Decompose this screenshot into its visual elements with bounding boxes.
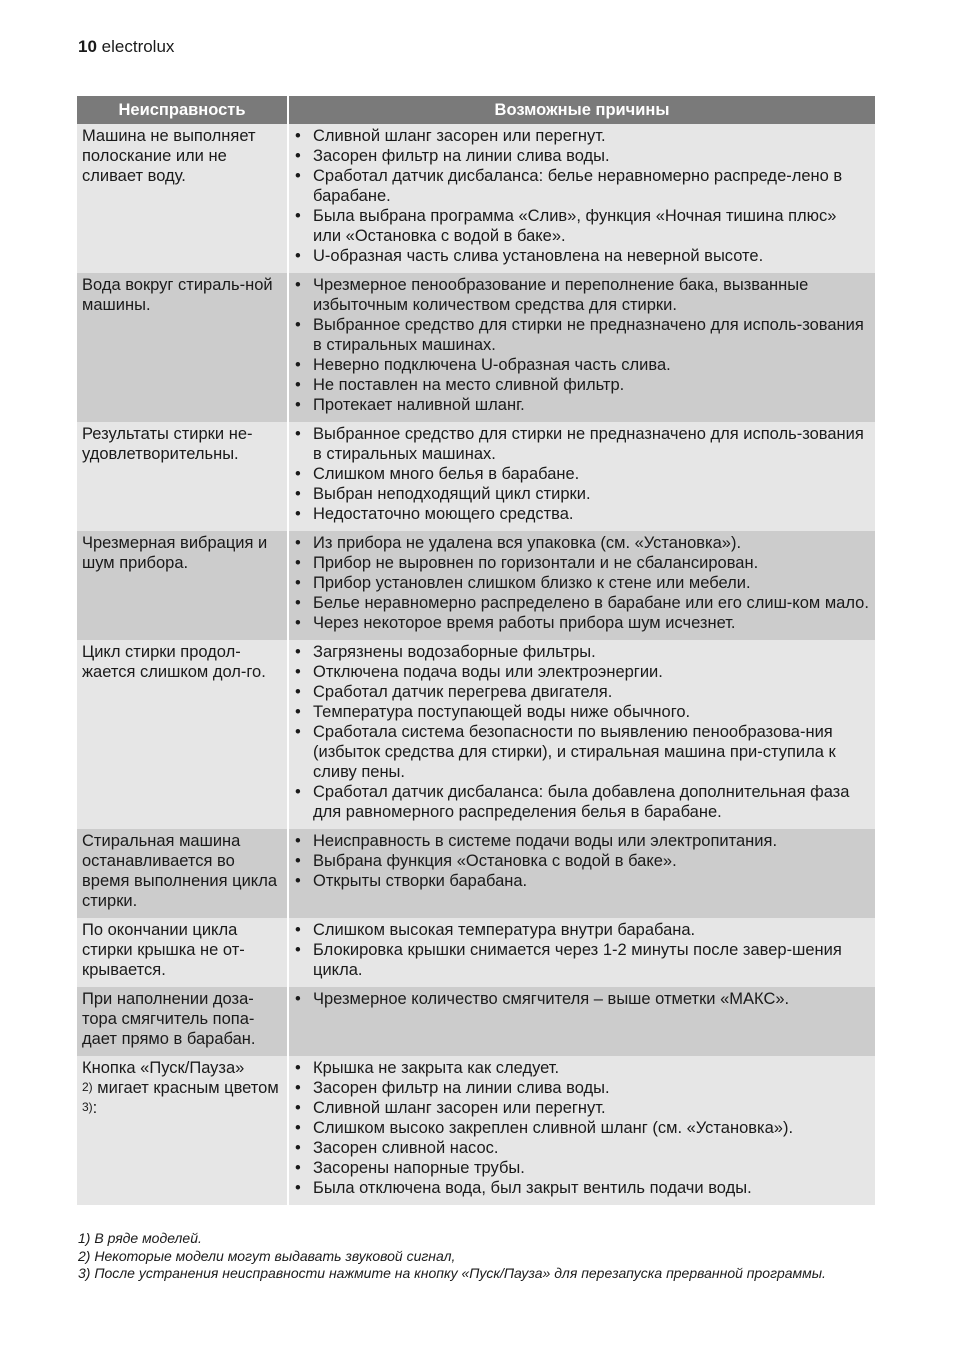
cause-item: • Сработала система безопасности по выявлению пенообразова-ния (избыток средства для стирки), и стиральная машина при-ступила к сливу пены.	[293, 722, 869, 782]
brand-name: electrolux	[101, 37, 175, 56]
cause-item: • Температура поступающей воды ниже обычного.	[293, 702, 869, 722]
footnote: 2) Некоторые модели могут выдавать звуковой сигнал,	[78, 1247, 456, 1264]
cause-item: • Отключена подача воды или электроэнергии.	[293, 662, 869, 682]
table-row	[77, 1056, 875, 1205]
cause-item: • Слишком высоко закреплен сливной шланг (см. «Установка»).	[293, 1118, 869, 1138]
problem-cell: Стиральная машина останавливается во время выполнения цикла стирки.	[77, 829, 288, 918]
cause-item: • Слишком много белья в барабане.	[293, 464, 869, 484]
causes-cell	[288, 987, 875, 1056]
table-row	[77, 124, 875, 273]
table-row	[77, 273, 875, 422]
cause-item: • Прибор не выровнен по горизонтали и не сбалансирован.	[293, 553, 869, 573]
table-row	[77, 422, 875, 531]
cause-item: • Не поставлен на место сливной фильтр.	[293, 375, 869, 395]
causes-list	[293, 533, 869, 633]
cause-item: • Загрязнены водозаборные фильтры.	[293, 642, 869, 662]
cause-item: • Неверно подключена U-образная часть слива.	[293, 355, 869, 375]
cause-item: • Сработал датчик дисбаланса: была добавлена дополнительная фаза для равномерного распределения белья в барабане.	[293, 782, 869, 822]
problem-text: Кнопка «Пуск/Пауза»	[82, 1059, 245, 1077]
cause-item: • Недостаточно моющего средства.	[293, 504, 869, 524]
page-number: 10	[78, 37, 97, 56]
problem-cell: При наполнении доза-тора смягчитель попа-дает прямо в барабан.	[77, 987, 288, 1056]
problem-cell: Результаты стирки не-удовлетворительны.	[77, 422, 288, 531]
cause-item: • Слишком высокая температура внутри барабана.	[293, 920, 869, 940]
causes-cell	[288, 829, 875, 918]
table-row	[77, 829, 875, 918]
cause-item: • Чрезмерное количество смягчителя – выше отметки «МАКС».	[293, 989, 869, 1009]
cause-item: • Блокировка крышки снимается через 1-2 минуты после завер-шения цикла.	[293, 940, 869, 980]
cause-item: • U-образная часть слива установлена на неверной высоте.	[293, 246, 869, 266]
causes-list	[293, 831, 869, 891]
cause-item: • Выбрана функция «Остановка с водой в баке».	[293, 851, 869, 871]
cause-item: • Неисправность в системе подачи воды или электропитания.	[293, 831, 869, 851]
table-row	[77, 918, 875, 987]
table-header-row	[77, 96, 875, 124]
cause-item: • Через некоторое время работы прибора шум исчезнет.	[293, 613, 869, 633]
causes-cell	[288, 640, 875, 829]
footnote: 1) В ряде моделей.	[78, 1230, 202, 1246]
cause-item: • Чрезмерное пенообразование и переполнение бака, вызванные избыточным количеством средства для стирки.	[293, 275, 869, 315]
cause-item: • Сработал датчик перегрева двигателя.	[293, 682, 869, 702]
problem-text: мигает красным цветом	[97, 1079, 279, 1097]
causes-cell	[288, 124, 875, 273]
causes-list	[293, 642, 869, 822]
causes-list	[293, 275, 869, 415]
causes-cell	[288, 273, 875, 422]
causes-cell	[288, 531, 875, 640]
causes-cell	[288, 1056, 875, 1205]
causes-list	[293, 989, 869, 1009]
cause-item: • Была выбрана программа «Слив», функция «Ночная тишина плюс» или «Остановка с водой в баке».	[293, 206, 869, 246]
cause-item: • Выбран неподходящий цикл стирки.	[293, 484, 869, 504]
page-header	[78, 36, 174, 58]
table-row	[77, 640, 875, 829]
cause-item: • Выбранное средство для стирки не предназначено для исполь-зования в стиральных машинах.	[293, 315, 869, 355]
causes-list	[293, 1058, 869, 1198]
cause-item: • Сливной шланг засорен или перегнут.	[293, 1098, 869, 1118]
column-header-problem: Неисправность	[77, 96, 288, 124]
cause-item: • Крышка не закрыта как следует.	[293, 1058, 869, 1078]
footnote-ref: 3)	[82, 1100, 93, 1114]
cause-item: • Была отключена вода, был закрыт вентиль подачи воды.	[293, 1178, 869, 1198]
causes-list	[293, 424, 869, 524]
causes-cell	[288, 422, 875, 531]
cause-item: • Сработал датчик дисбаланса: белье неравномерно распреде-лено в барабане.	[293, 166, 869, 206]
problem-cell	[77, 1056, 288, 1205]
table-row	[77, 531, 875, 640]
problem-cell: Машина не выполняет полоскание или не сливает воду.	[77, 124, 288, 273]
footnote: 3) После устранения неисправности нажмите на кнопку «Пуск/Пауза» для перезапуска прерванной программы.	[78, 1265, 826, 1281]
column-header-causes: Возможные причины	[288, 96, 875, 124]
footnotes	[78, 1230, 868, 1283]
cause-item: • Выбранное средство для стирки не предназначено для исполь-зования в стиральных машинах.	[293, 424, 869, 464]
troubleshooting-table	[77, 96, 875, 1205]
problem-cell: Чрезмерная вибрация и шум прибора.	[77, 531, 288, 640]
cause-item: • Белье неравномерно распределено в барабане или его слиш-ком мало.	[293, 593, 869, 613]
cause-item: • Засорен сливной насос.	[293, 1138, 869, 1158]
cause-item: • Засорен фильтр на линии слива воды.	[293, 146, 869, 166]
problem-cell: Цикл стирки продол-жается слишком дол-го.	[77, 640, 288, 829]
cause-item: • Засорен фильтр на линии слива воды.	[293, 1078, 869, 1098]
cause-item: • Из прибора не удалена вся упаковка (см. «Установка»).	[293, 533, 869, 553]
causes-cell	[288, 918, 875, 987]
table-row	[77, 987, 875, 1056]
cause-item: • Прибор установлен слишком близко к стене или мебели.	[293, 573, 869, 593]
footnote-ref: 2)	[82, 1080, 93, 1094]
problem-cell: Вода вокруг стираль-ной машины.	[77, 273, 288, 422]
cause-item: • Протекает наливной шланг.	[293, 395, 869, 415]
problem-text: :	[92, 1099, 98, 1117]
table-body	[77, 124, 875, 1205]
causes-list	[293, 126, 869, 266]
problem-cell: По окончании цикла стирки крышка не от-крывается.	[77, 918, 288, 987]
cause-item: • Открыты створки барабана.	[293, 871, 869, 891]
causes-list	[293, 920, 869, 980]
cause-item: • Засорены напорные трубы.	[293, 1158, 869, 1178]
cause-item: • Сливной шланг засорен или перегнут.	[293, 126, 869, 146]
